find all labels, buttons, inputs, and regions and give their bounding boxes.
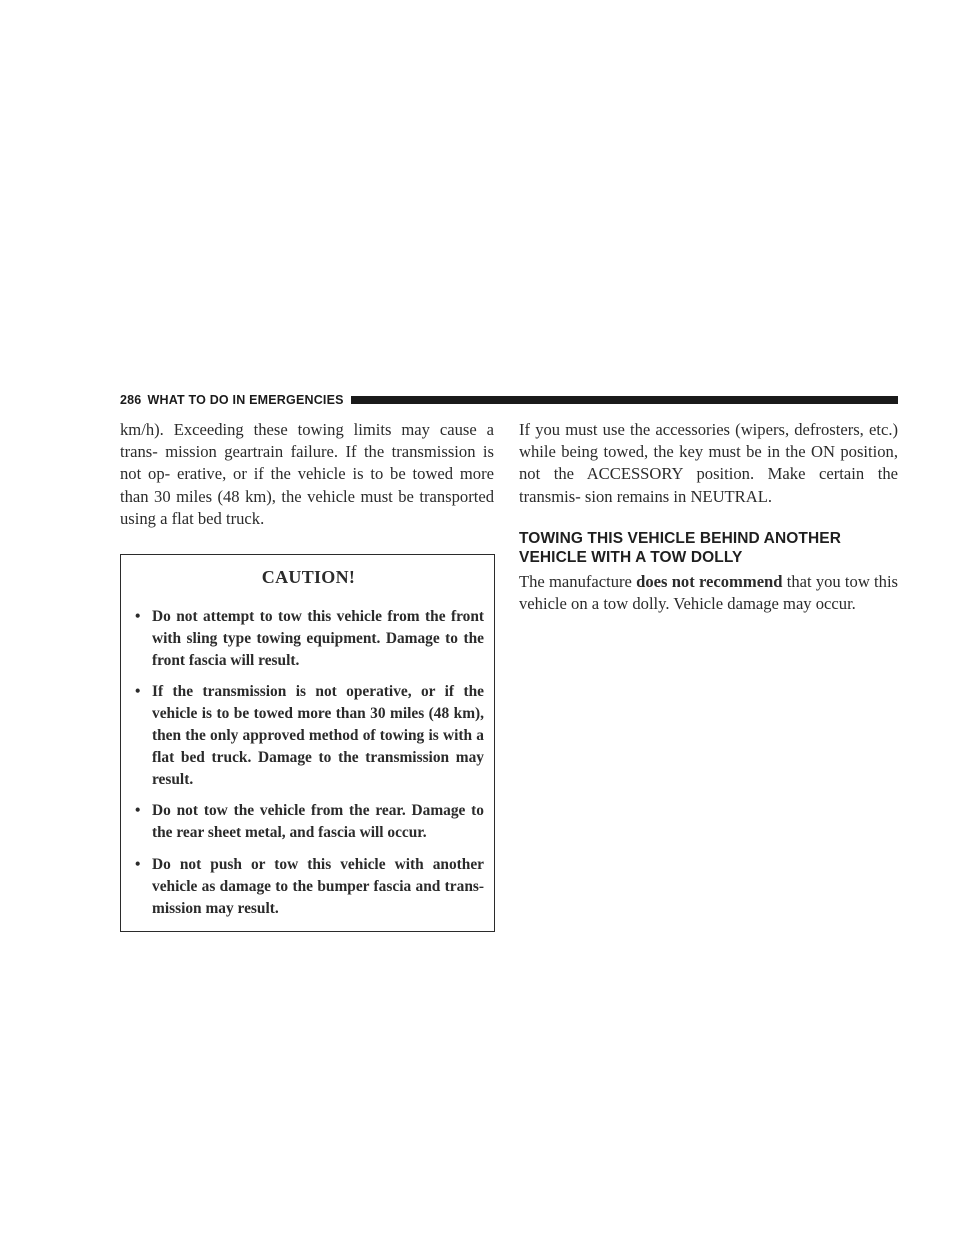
bullet-icon: • — [135, 683, 141, 701]
caution-title: CAUTION! — [261, 567, 356, 588]
right-column — [519, 419, 898, 615]
tow-dolly-text-before: The manufacture — [519, 571, 637, 591]
header-rule — [351, 396, 898, 404]
bullet-icon: • — [135, 802, 141, 820]
caution-item-push-tow — [133, 854, 484, 919]
tow-dolly-paragraph — [519, 571, 898, 615]
caution-item-text: Do not push or tow this vehicle with another vehicle as damage to the bumper fascia and trans- mission may result. — [152, 855, 484, 917]
bullet-icon: • — [135, 855, 141, 873]
bullet-icon: • — [135, 608, 141, 626]
caution-item-text: If the transmission is not operative, or if the vehicle is to be towed more than 30 miles (48 km), then the only approved method of towing is with a flat bed truck. Damage to the transmission may result. — [152, 683, 484, 788]
towing-limits-paragraph: km/h). Exceeding these towing limits may cause a trans- mission geartrain failure. If the transmission is not op- erative, or if the vehicle is to be towed more than 30 miles (48 km), the vehicle must be transported using a flat bed truck. — [120, 420, 494, 528]
left-column — [120, 419, 494, 932]
section-title: WHAT TO DO IN EMERGENCIES — [147, 393, 344, 407]
tow-dolly-text-after: that you tow this vehicle on a tow dolly. Vehicle damage may occur. — [519, 571, 899, 614]
caution-item-flat-bed — [133, 681, 484, 790]
caution-box — [120, 554, 495, 932]
caution-list — [133, 606, 484, 919]
accessories-paragraph: If you must use the accessories (wipers, defrosters, etc.) while being towed, the key must be in the ON position, not the ACCESSORY position. Make certain the transmis- sion remains in NEUTRAL. — [519, 420, 898, 506]
tow-dolly-heading: TOWING THIS VEHICLE BEHIND ANOTHER VEHICLE WITH A TOW DOLLY — [519, 529, 842, 566]
page-number: 286 — [120, 393, 142, 407]
running-header — [120, 393, 898, 407]
caution-item-front-sling — [133, 606, 484, 671]
tow-dolly-emphasis: does not recommend — [636, 571, 783, 591]
caution-item-rear-tow — [133, 800, 484, 844]
caution-item-text: Do not tow the vehicle from the rear. Damage to the rear sheet metal, and fascia will occur. — [152, 802, 484, 842]
caution-item-text: Do not attempt to tow this vehicle from the front with sling type towing equipment. Damage to the front fascia will result. — [152, 608, 484, 669]
